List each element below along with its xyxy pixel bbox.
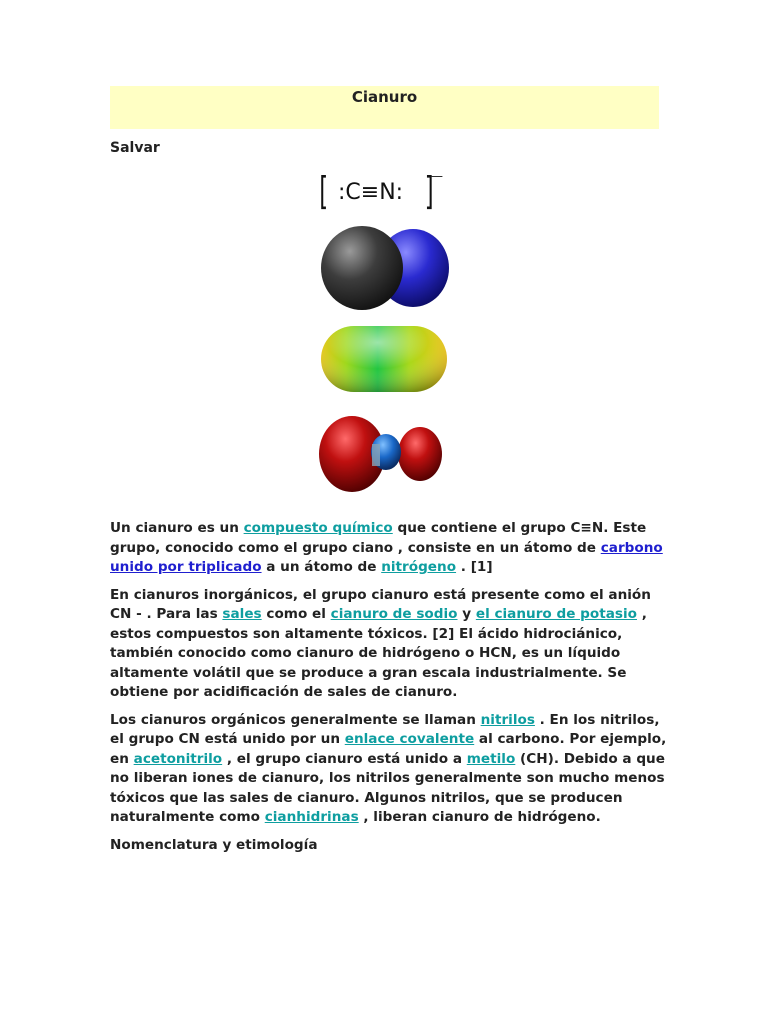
text: Un cianuro es un — [110, 520, 244, 536]
orbital-lobe-right — [398, 427, 442, 481]
text: , el grupo cianuro está unido a — [222, 750, 467, 767]
lewis-charge: — — [431, 169, 443, 183]
space-filling-model — [321, 226, 449, 310]
paragraph-2 — [110, 586, 670, 703]
lewis-structure — [318, 168, 452, 216]
text: como el — [261, 606, 331, 622]
link-cianuro-de-potasio[interactable]: el cianuro de potasio — [475, 606, 637, 622]
link-nitrilos[interactable]: nitrilos — [480, 711, 535, 728]
page-title: Cianuro — [351, 88, 418, 106]
text: En cianuros inorgánicos, el grupo cianuro está presente como el anión CN - . Para las — [110, 586, 651, 622]
paragraph-1 — [110, 519, 670, 578]
paragraph-3 — [110, 711, 670, 828]
text: (CH). Debido a que no liberan iones de cianuro, los nitrilos generalmente son mucho menos tóxicos que las sales de cianuro. Algunos nitrilos, que se producen naturalmente como — [110, 750, 665, 825]
molecular-orbital — [319, 416, 442, 492]
salvar-label: Salvar — [110, 140, 160, 156]
lewis-bracket-close: ] — [424, 170, 434, 214]
link-nitrogeno[interactable]: nitrógeno — [381, 559, 457, 575]
text: . En los nitrilos, el grupo CN está unido por un — [110, 711, 660, 747]
text: a un átomo de — [261, 559, 382, 575]
article-body — [110, 519, 670, 863]
link-metilo[interactable]: metilo — [466, 750, 516, 767]
section-heading: Nomenclatura y etimología — [110, 836, 318, 853]
text: , estos compuestos son altamente tóxicos. [2] El ácido hidrociánico, también conocido como cianuro de hidrógeno o HCN, es un líquido altamente volátil que se produce a gran escala industrialmente. Se obtiene por acidificación de sales de cianuro. — [110, 606, 647, 700]
text: . [1] — [456, 559, 493, 575]
title-bar — [110, 86, 659, 129]
link-compuesto-quimico[interactable]: compuesto químico — [243, 520, 393, 536]
link-acetonitrilo[interactable]: acetonitrilo — [133, 750, 223, 767]
lewis-formula: :C≡N: — [338, 180, 404, 205]
text: y — [457, 606, 476, 622]
electrostatic-potential-surface — [321, 326, 447, 392]
link-carbono-unido-por-triplicado[interactable]: carbono unido por triplicado — [110, 539, 663, 575]
link-enlace-covalente[interactable]: enlace covalente — [344, 731, 475, 747]
link-cianuro-de-sodio[interactable]: cianuro de sodio — [330, 606, 458, 622]
text: , liberan cianuro de hidrógeno. — [358, 809, 601, 825]
carbon-atom — [321, 226, 403, 310]
molecule-figures — [310, 218, 460, 498]
link-cianhidrinas[interactable]: cianhidrinas — [264, 809, 359, 825]
text: que contiene el grupo C≡N. Este grupo, conocido como el grupo ciano , consiste en un átomo de — [110, 520, 647, 556]
lewis-bracket-open: [ — [319, 170, 329, 214]
text: Los cianuros orgánicos generalmente se llaman — [110, 711, 481, 728]
text: al carbono. Por ejemplo, en — [110, 731, 667, 767]
link-sales[interactable]: sales — [222, 606, 262, 622]
